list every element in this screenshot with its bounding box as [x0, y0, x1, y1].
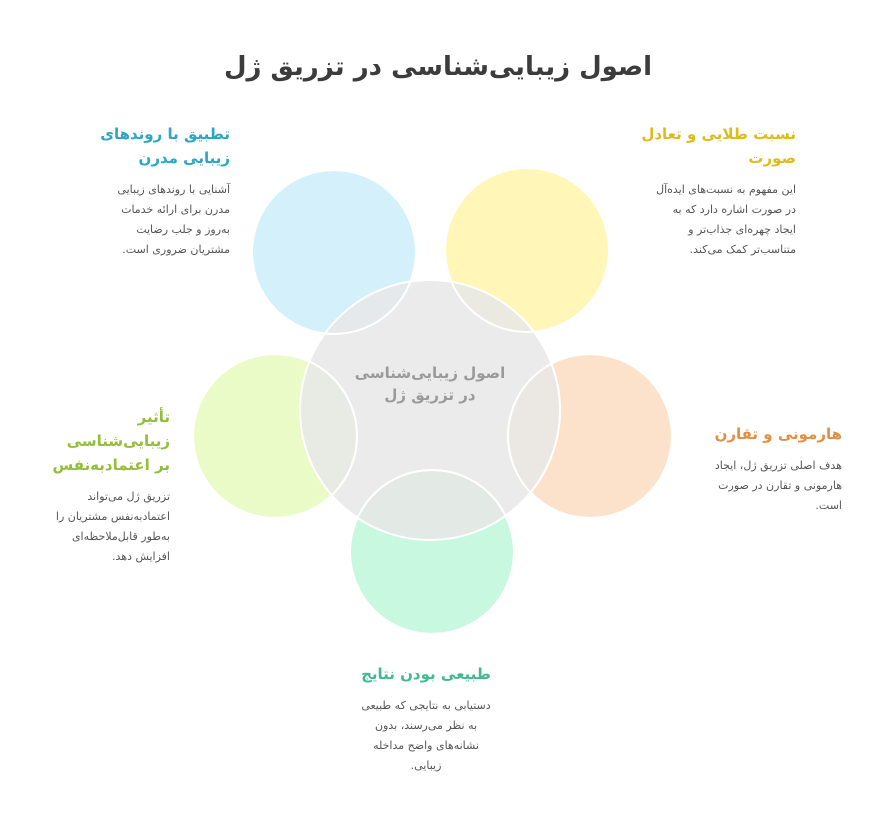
block-middle-left-description	[30, 487, 170, 567]
description-line: در صورت اشاره دارد که به	[672, 203, 796, 216]
block-middle-left-heading	[30, 405, 170, 477]
block-middle-right	[692, 422, 842, 516]
block-top-left	[90, 122, 230, 260]
center-label-line1: اصول زیبایی‌شناسی	[354, 364, 506, 382]
block-bottom	[346, 662, 506, 776]
block-bottom-description	[346, 696, 506, 776]
description-line: آشنایی با روندهای زیبایی	[117, 183, 230, 196]
description-line: این مفهوم به نسبت‌های ایده‌آل	[656, 183, 796, 196]
description-line: تزریق ژل می‌تواند	[87, 490, 170, 503]
description-line: اعتمادبه‌نفس مشتریان را	[55, 510, 170, 523]
center-label-line2: در تزریق ژل	[384, 386, 476, 404]
block-top-right-description	[636, 180, 796, 260]
block-middle-left	[30, 405, 170, 567]
block-middle-right-heading	[692, 422, 842, 446]
description-line: متناسب‌تر کمک می‌کند.	[689, 243, 796, 256]
description-line: هدف اصلی تزریق ژل، ایجاد	[714, 459, 842, 472]
block-bottom-heading	[346, 662, 506, 686]
description-line: مشتریان ضروری است.	[122, 243, 230, 256]
description-line: به‌طور قابل‌ملاحظه‌ای	[71, 530, 170, 543]
heading-line: طبیعی بودن نتایج	[361, 665, 491, 683]
description-line: دستیابی به نتایجی که طبیعی	[361, 699, 491, 712]
description-line: مدرن برای ارائه خدمات	[121, 203, 230, 216]
description-line: نشانه‌های واضح مداخله	[373, 739, 479, 752]
description-line: است.	[815, 499, 842, 512]
block-top-left-heading	[90, 122, 230, 170]
description-line: ایجاد چهره‌ای جذاب‌تر و	[688, 223, 796, 236]
page-title: اصول زیبایی‌شناسی در تزریق ژل	[223, 52, 653, 82]
description-line: افزایش دهد.	[112, 550, 170, 563]
heading-line: زیبایی مدرن	[138, 149, 230, 167]
heading-line: نسبت طلایی و تعادل	[641, 125, 796, 143]
heading-line: تطبیق با روندهای	[100, 125, 230, 143]
block-top-right-heading	[636, 122, 796, 170]
description-line: به‌روز و جلب رضایت	[136, 223, 230, 236]
heading-line: بر اعتمادبه‌نفس	[52, 456, 170, 474]
description-line: زیبایی.	[410, 759, 442, 772]
block-top-left-description	[90, 180, 230, 260]
description-line: هارمونی و تقارن در صورت	[718, 479, 842, 492]
center-circle	[300, 280, 560, 540]
heading-line: تأثیر زیبایی‌شناسی	[66, 408, 170, 450]
center-label	[340, 362, 520, 406]
block-middle-right-description	[692, 456, 842, 516]
heading-line: صورت	[748, 149, 796, 167]
block-top-right	[636, 122, 796, 260]
description-line: به نظر می‌رسند، بدون	[374, 719, 478, 732]
heading-line: هارمونی و تقارن	[714, 425, 842, 443]
